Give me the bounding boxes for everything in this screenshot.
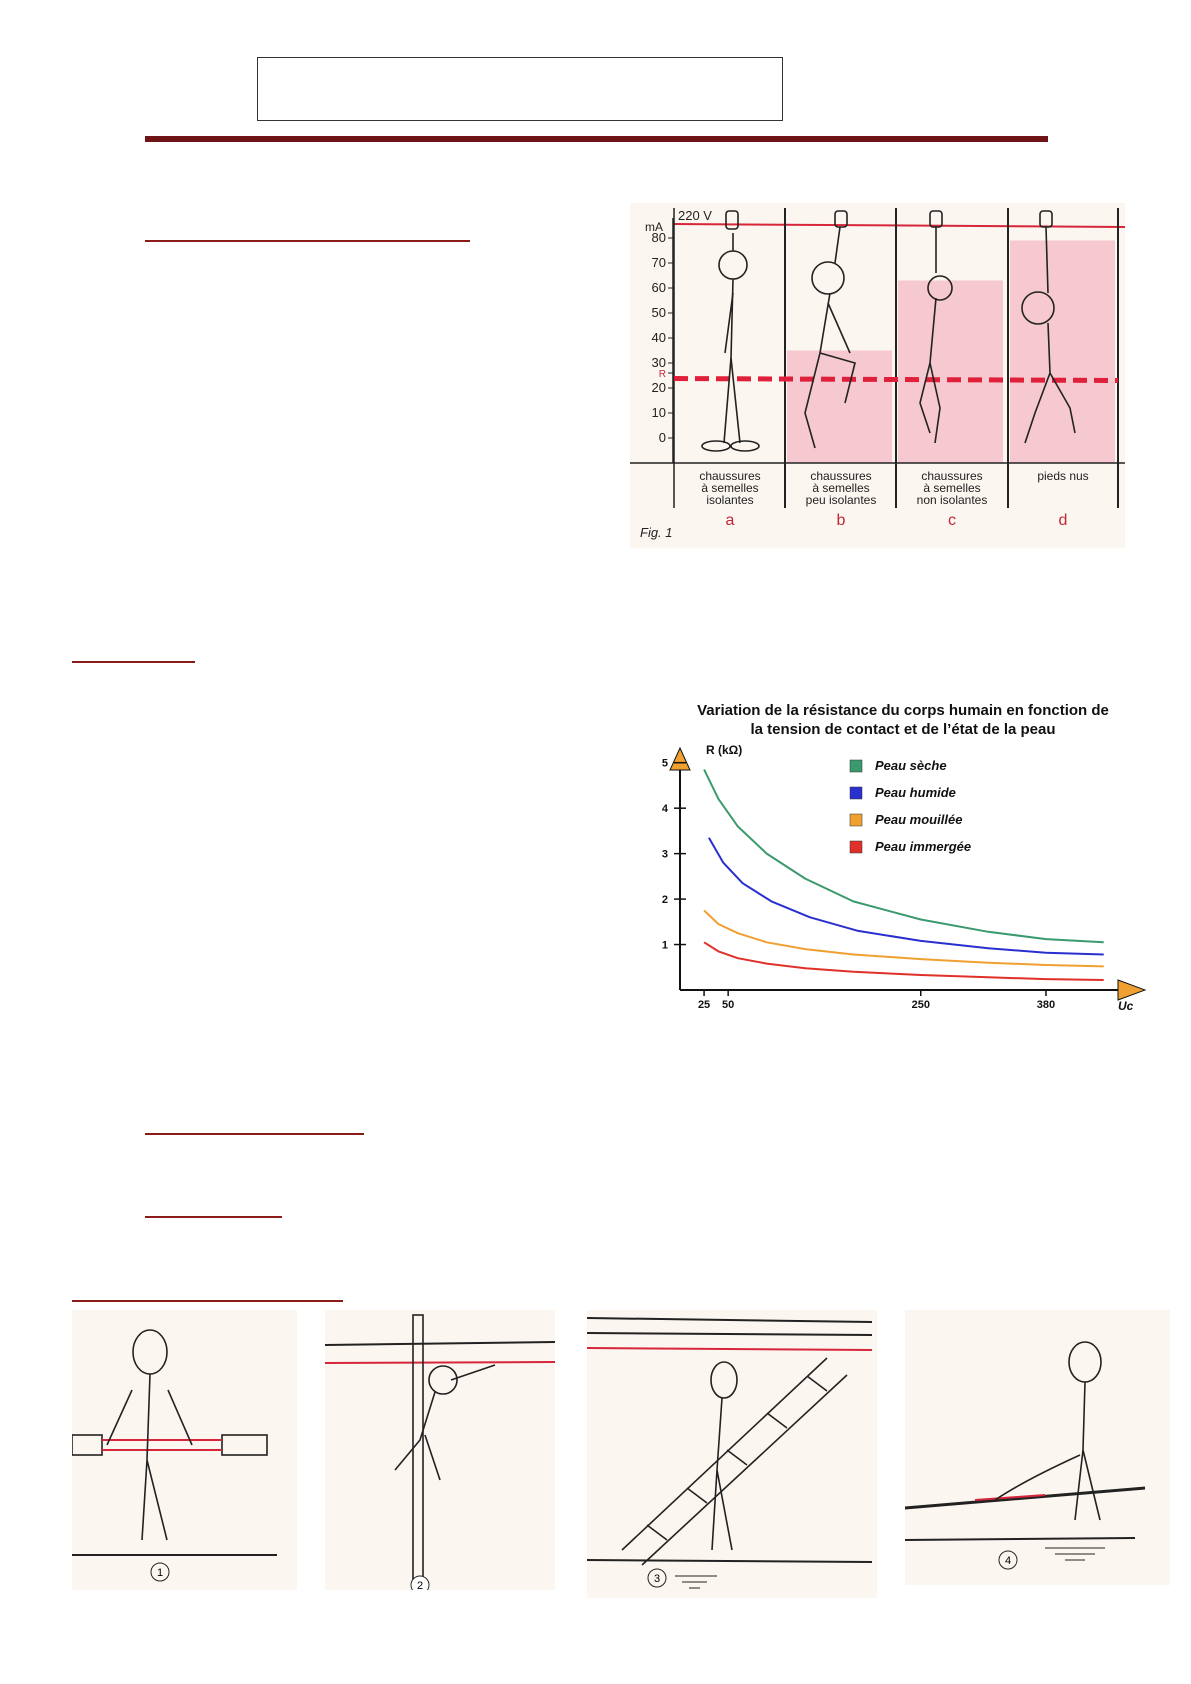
y-tick-label: 3: [661, 848, 668, 861]
figure-1-svg: [630, 203, 1125, 548]
legend-label: Peau humide: [875, 785, 956, 800]
y-tick-label: 40: [651, 330, 666, 345]
legend-label: Peau immergée: [875, 839, 972, 854]
title-divider: [145, 136, 1048, 142]
chart-legend: [850, 758, 971, 854]
column-label: pieds nus: [1037, 469, 1089, 483]
y-tick-label: 80: [651, 230, 666, 245]
column-label: à semelles: [923, 481, 981, 495]
heading-underline-1: [145, 240, 470, 242]
column-label: isolantes: [706, 493, 754, 507]
y-tick-label: 30: [651, 355, 666, 370]
chart-series: [704, 770, 1104, 981]
column-label: chaussures: [699, 469, 761, 483]
x-tick-label: 50: [722, 999, 735, 1011]
heading-underline-4: [145, 1216, 282, 1218]
illustration-4-svg: [905, 1310, 1170, 1585]
y-tick-label: 50: [651, 305, 666, 320]
illustration-2: [325, 1310, 555, 1590]
heading-underline-2: [72, 661, 195, 663]
y-tick-label: 1: [661, 939, 668, 952]
chart-title-line-1: Variation de la résistance du corps humain en fonction de: [697, 702, 1109, 719]
y-tick-labels: [652, 230, 674, 445]
illustration-3: [587, 1310, 877, 1598]
illustration-number: 1: [156, 1567, 164, 1579]
danger-area-c: [898, 281, 1003, 464]
legend-swatch: [850, 787, 862, 799]
legend-swatch: [850, 760, 862, 772]
legend-swatch: [850, 814, 862, 826]
y-tick-label: 4: [661, 803, 668, 816]
legend-label: Peau mouillée: [875, 812, 963, 827]
heading-underline-5: [72, 1300, 343, 1302]
voltage-line: [674, 224, 1125, 227]
column-label: chaussures: [921, 469, 983, 483]
column-letter: a: [725, 512, 735, 529]
figure-caption: Fig. 1: [640, 525, 673, 540]
y-tick-label: 5: [661, 757, 668, 770]
x-axis-label: Uc: [1118, 999, 1134, 1013]
y-tick-label: 70: [651, 255, 666, 270]
y-tick-label: 2: [661, 894, 668, 907]
title-box: [257, 57, 783, 121]
figure-a-person-icon: [702, 211, 759, 451]
x-axis-arrow-icon: [1118, 980, 1145, 1000]
y-tick-label: R: [658, 369, 666, 380]
y-tick-label: 60: [651, 280, 666, 295]
y-tick-label: 10: [651, 405, 666, 420]
legend-label: Peau sèche: [875, 758, 947, 773]
y-tick-label: 0: [658, 430, 666, 445]
heading-underline-3: [145, 1133, 364, 1135]
chart-title-line-2: la tension de contact et de l’état de la peau: [750, 721, 1056, 738]
y-axis-arrow-icon: [670, 748, 690, 770]
illustration-3-svg: [587, 1310, 877, 1598]
resistance-chart: [618, 690, 1158, 1020]
column-label: chaussures: [810, 469, 872, 483]
x-tick-label: 250: [911, 999, 930, 1011]
series-line: [704, 942, 1104, 980]
danger-area-b: [787, 351, 892, 464]
x-tick-label: 380: [1036, 999, 1056, 1011]
unit-label: mA: [645, 220, 663, 234]
column-label: peu isolantes: [805, 493, 877, 507]
y-tick-label: 20: [651, 380, 666, 395]
column-label: à semelles: [812, 481, 870, 495]
x-tick-label: 25: [697, 999, 711, 1011]
column-label: à semelles: [701, 481, 759, 495]
illustration-1-svg: [72, 1310, 297, 1590]
danger-area-d: [1010, 241, 1115, 464]
figure-1: [630, 203, 1125, 548]
column-labels: [699, 469, 1088, 529]
illustration-number: 3: [653, 1573, 661, 1585]
column-letter: c: [948, 512, 956, 529]
y-axis-label: R (kΩ): [706, 743, 743, 757]
voltage-label: 220 V: [678, 208, 712, 223]
column-letter: d: [1058, 512, 1068, 529]
illustration-number: 4: [1004, 1555, 1012, 1567]
resistance-chart-svg: [618, 690, 1158, 1020]
column-letter: b: [836, 512, 846, 529]
illustration-1: [72, 1310, 297, 1590]
column-label: non isolantes: [916, 493, 988, 507]
illustration-4: [905, 1310, 1170, 1585]
illustration-2-svg: [325, 1310, 555, 1590]
illustration-number: 2: [416, 1580, 424, 1590]
legend-swatch: [850, 841, 862, 853]
